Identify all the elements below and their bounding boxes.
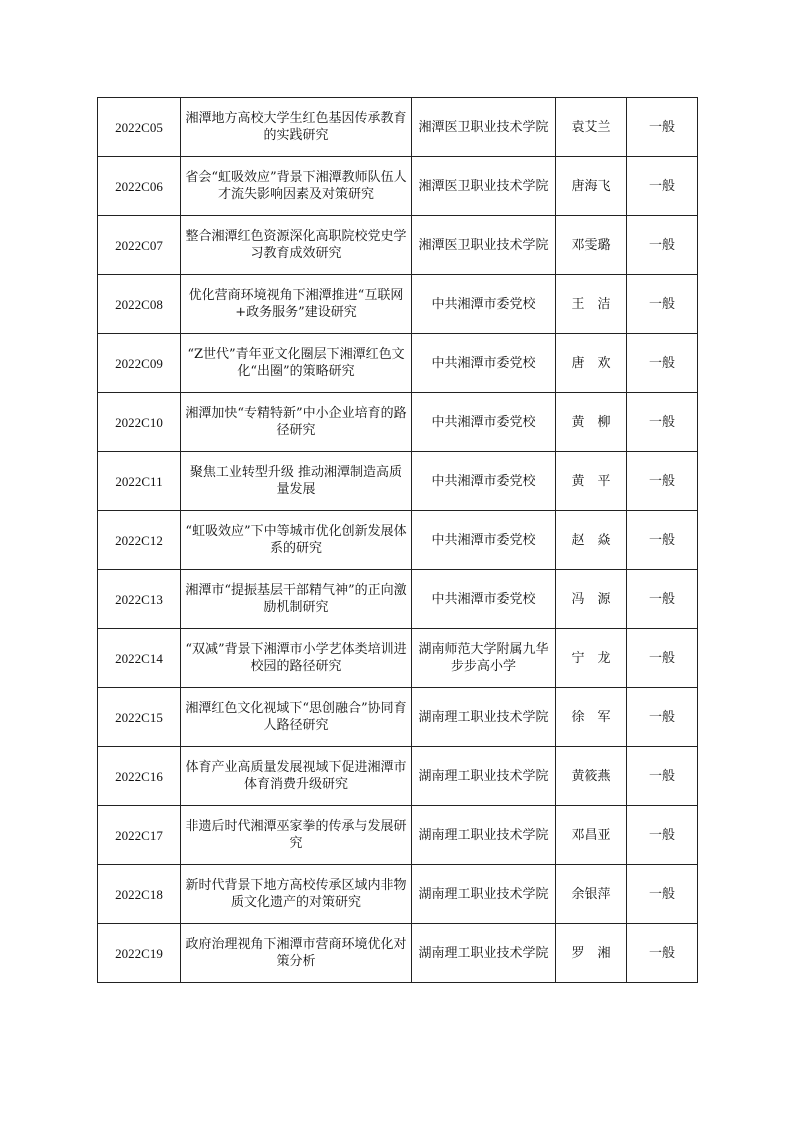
project-code-cell: 2022C11 xyxy=(98,452,181,511)
table-row xyxy=(98,806,698,865)
table-row xyxy=(98,924,698,983)
project-title-cell: 政府治理视角下湘潭市营商环境优化对策分析 xyxy=(181,924,412,983)
project-unit-cell: 湖南理工职业技术学院 xyxy=(412,747,556,806)
project-title-cell: 新时代背景下地方高校传承区域内非物质文化遗产的对策研究 xyxy=(181,865,412,924)
project-title-cell: 聚焦工业转型升级 推动湘潭制造高质量发展 xyxy=(181,452,412,511)
project-leader-cell: 冯 源 xyxy=(556,570,627,629)
project-unit-cell: 湘潭医卫职业技术学院 xyxy=(412,216,556,275)
project-leader-cell: 黄 平 xyxy=(556,452,627,511)
table-row xyxy=(98,570,698,629)
project-leader-cell: 徐 军 xyxy=(556,688,627,747)
project-title-cell: “Z世代”青年亚文化圈层下湘潭红色文化“出圈”的策略研究 xyxy=(181,334,412,393)
project-unit-cell: 中共湘潭市委党校 xyxy=(412,570,556,629)
project-leader-cell: 唐 欢 xyxy=(556,334,627,393)
project-unit-cell: 湘潭医卫职业技术学院 xyxy=(412,98,556,157)
project-code-cell: 2022C14 xyxy=(98,629,181,688)
project-title-cell: 湘潭市“提振基层干部精气神”的正向激励机制研究 xyxy=(181,570,412,629)
project-level-cell: 一般 xyxy=(627,688,698,747)
project-unit-cell: 湖南理工职业技术学院 xyxy=(412,924,556,983)
project-leader-cell: 余银萍 xyxy=(556,865,627,924)
project-level-cell: 一般 xyxy=(627,806,698,865)
project-title-cell: 省会“虹吸效应”背景下湘潭教师队伍人才流失影响因素及对策研究 xyxy=(181,157,412,216)
project-code-cell: 2022C16 xyxy=(98,747,181,806)
project-unit-cell: 中共湘潭市委党校 xyxy=(412,275,556,334)
project-leader-cell: 赵 焱 xyxy=(556,511,627,570)
table-row xyxy=(98,747,698,806)
project-code-cell: 2022C13 xyxy=(98,570,181,629)
table-row xyxy=(98,452,698,511)
project-unit-cell: 中共湘潭市委党校 xyxy=(412,393,556,452)
project-level-cell: 一般 xyxy=(627,511,698,570)
project-unit-cell: 湖南理工职业技术学院 xyxy=(412,688,556,747)
projects-table-body xyxy=(98,98,698,983)
project-code-cell: 2022C18 xyxy=(98,865,181,924)
project-code-cell: 2022C09 xyxy=(98,334,181,393)
project-leader-cell: 罗 湘 xyxy=(556,924,627,983)
project-code-cell: 2022C07 xyxy=(98,216,181,275)
project-level-cell: 一般 xyxy=(627,98,698,157)
table-row xyxy=(98,393,698,452)
project-code-cell: 2022C05 xyxy=(98,98,181,157)
project-code-cell: 2022C15 xyxy=(98,688,181,747)
project-code-cell: 2022C12 xyxy=(98,511,181,570)
table-row xyxy=(98,157,698,216)
project-level-cell: 一般 xyxy=(627,216,698,275)
project-title-cell: 优化营商环境视角下湘潭推进“互联网+政务服务”建设研究 xyxy=(181,275,412,334)
project-leader-cell: 宁 龙 xyxy=(556,629,627,688)
project-leader-cell: 袁艾兰 xyxy=(556,98,627,157)
project-title-cell: 湘潭加快“专精特新”中小企业培育的路径研究 xyxy=(181,393,412,452)
project-level-cell: 一般 xyxy=(627,157,698,216)
table-row xyxy=(98,688,698,747)
table-row xyxy=(98,275,698,334)
project-unit-cell: 湖南理工职业技术学院 xyxy=(412,806,556,865)
project-unit-cell: 湘潭医卫职业技术学院 xyxy=(412,157,556,216)
project-level-cell: 一般 xyxy=(627,275,698,334)
project-unit-cell: 中共湘潭市委党校 xyxy=(412,511,556,570)
project-title-cell: 体育产业高质量发展视域下促进湘潭市体育消费升级研究 xyxy=(181,747,412,806)
project-level-cell: 一般 xyxy=(627,334,698,393)
table-row xyxy=(98,511,698,570)
project-leader-cell: 唐海飞 xyxy=(556,157,627,216)
table-row xyxy=(98,629,698,688)
project-code-cell: 2022C17 xyxy=(98,806,181,865)
project-level-cell: 一般 xyxy=(627,865,698,924)
table-row xyxy=(98,865,698,924)
project-level-cell: 一般 xyxy=(627,452,698,511)
projects-table xyxy=(97,97,698,983)
project-code-cell: 2022C19 xyxy=(98,924,181,983)
project-unit-cell: 中共湘潭市委党校 xyxy=(412,452,556,511)
project-title-cell: 湘潭地方高校大学生红色基因传承教育的实践研究 xyxy=(181,98,412,157)
project-title-cell: “双减”背景下湘潭市小学艺体类培训进校园的路径研究 xyxy=(181,629,412,688)
project-title-cell: “虹吸效应”下中等城市优化创新发展体系的研究 xyxy=(181,511,412,570)
project-leader-cell: 王 洁 xyxy=(556,275,627,334)
table-row xyxy=(98,98,698,157)
project-level-cell: 一般 xyxy=(627,393,698,452)
project-code-cell: 2022C06 xyxy=(98,157,181,216)
project-level-cell: 一般 xyxy=(627,629,698,688)
project-title-cell: 整合湘潭红色资源深化高职院校党史学习教育成效研究 xyxy=(181,216,412,275)
project-leader-cell: 黄筱燕 xyxy=(556,747,627,806)
table-row xyxy=(98,216,698,275)
project-level-cell: 一般 xyxy=(627,570,698,629)
project-title-cell: 湘潭红色文化视域下“思创融合”协同育人路径研究 xyxy=(181,688,412,747)
project-leader-cell: 邓雯璐 xyxy=(556,216,627,275)
project-code-cell: 2022C10 xyxy=(98,393,181,452)
project-code-cell: 2022C08 xyxy=(98,275,181,334)
project-unit-cell: 中共湘潭市委党校 xyxy=(412,334,556,393)
project-title-cell: 非遗后时代湘潭巫家拳的传承与发展研究 xyxy=(181,806,412,865)
project-leader-cell: 邓昌亚 xyxy=(556,806,627,865)
project-level-cell: 一般 xyxy=(627,924,698,983)
project-leader-cell: 黄 柳 xyxy=(556,393,627,452)
table-row xyxy=(98,334,698,393)
project-level-cell: 一般 xyxy=(627,747,698,806)
project-unit-cell: 湖南理工职业技术学院 xyxy=(412,865,556,924)
project-unit-cell: 湖南师范大学附属九华步步高小学 xyxy=(412,629,556,688)
